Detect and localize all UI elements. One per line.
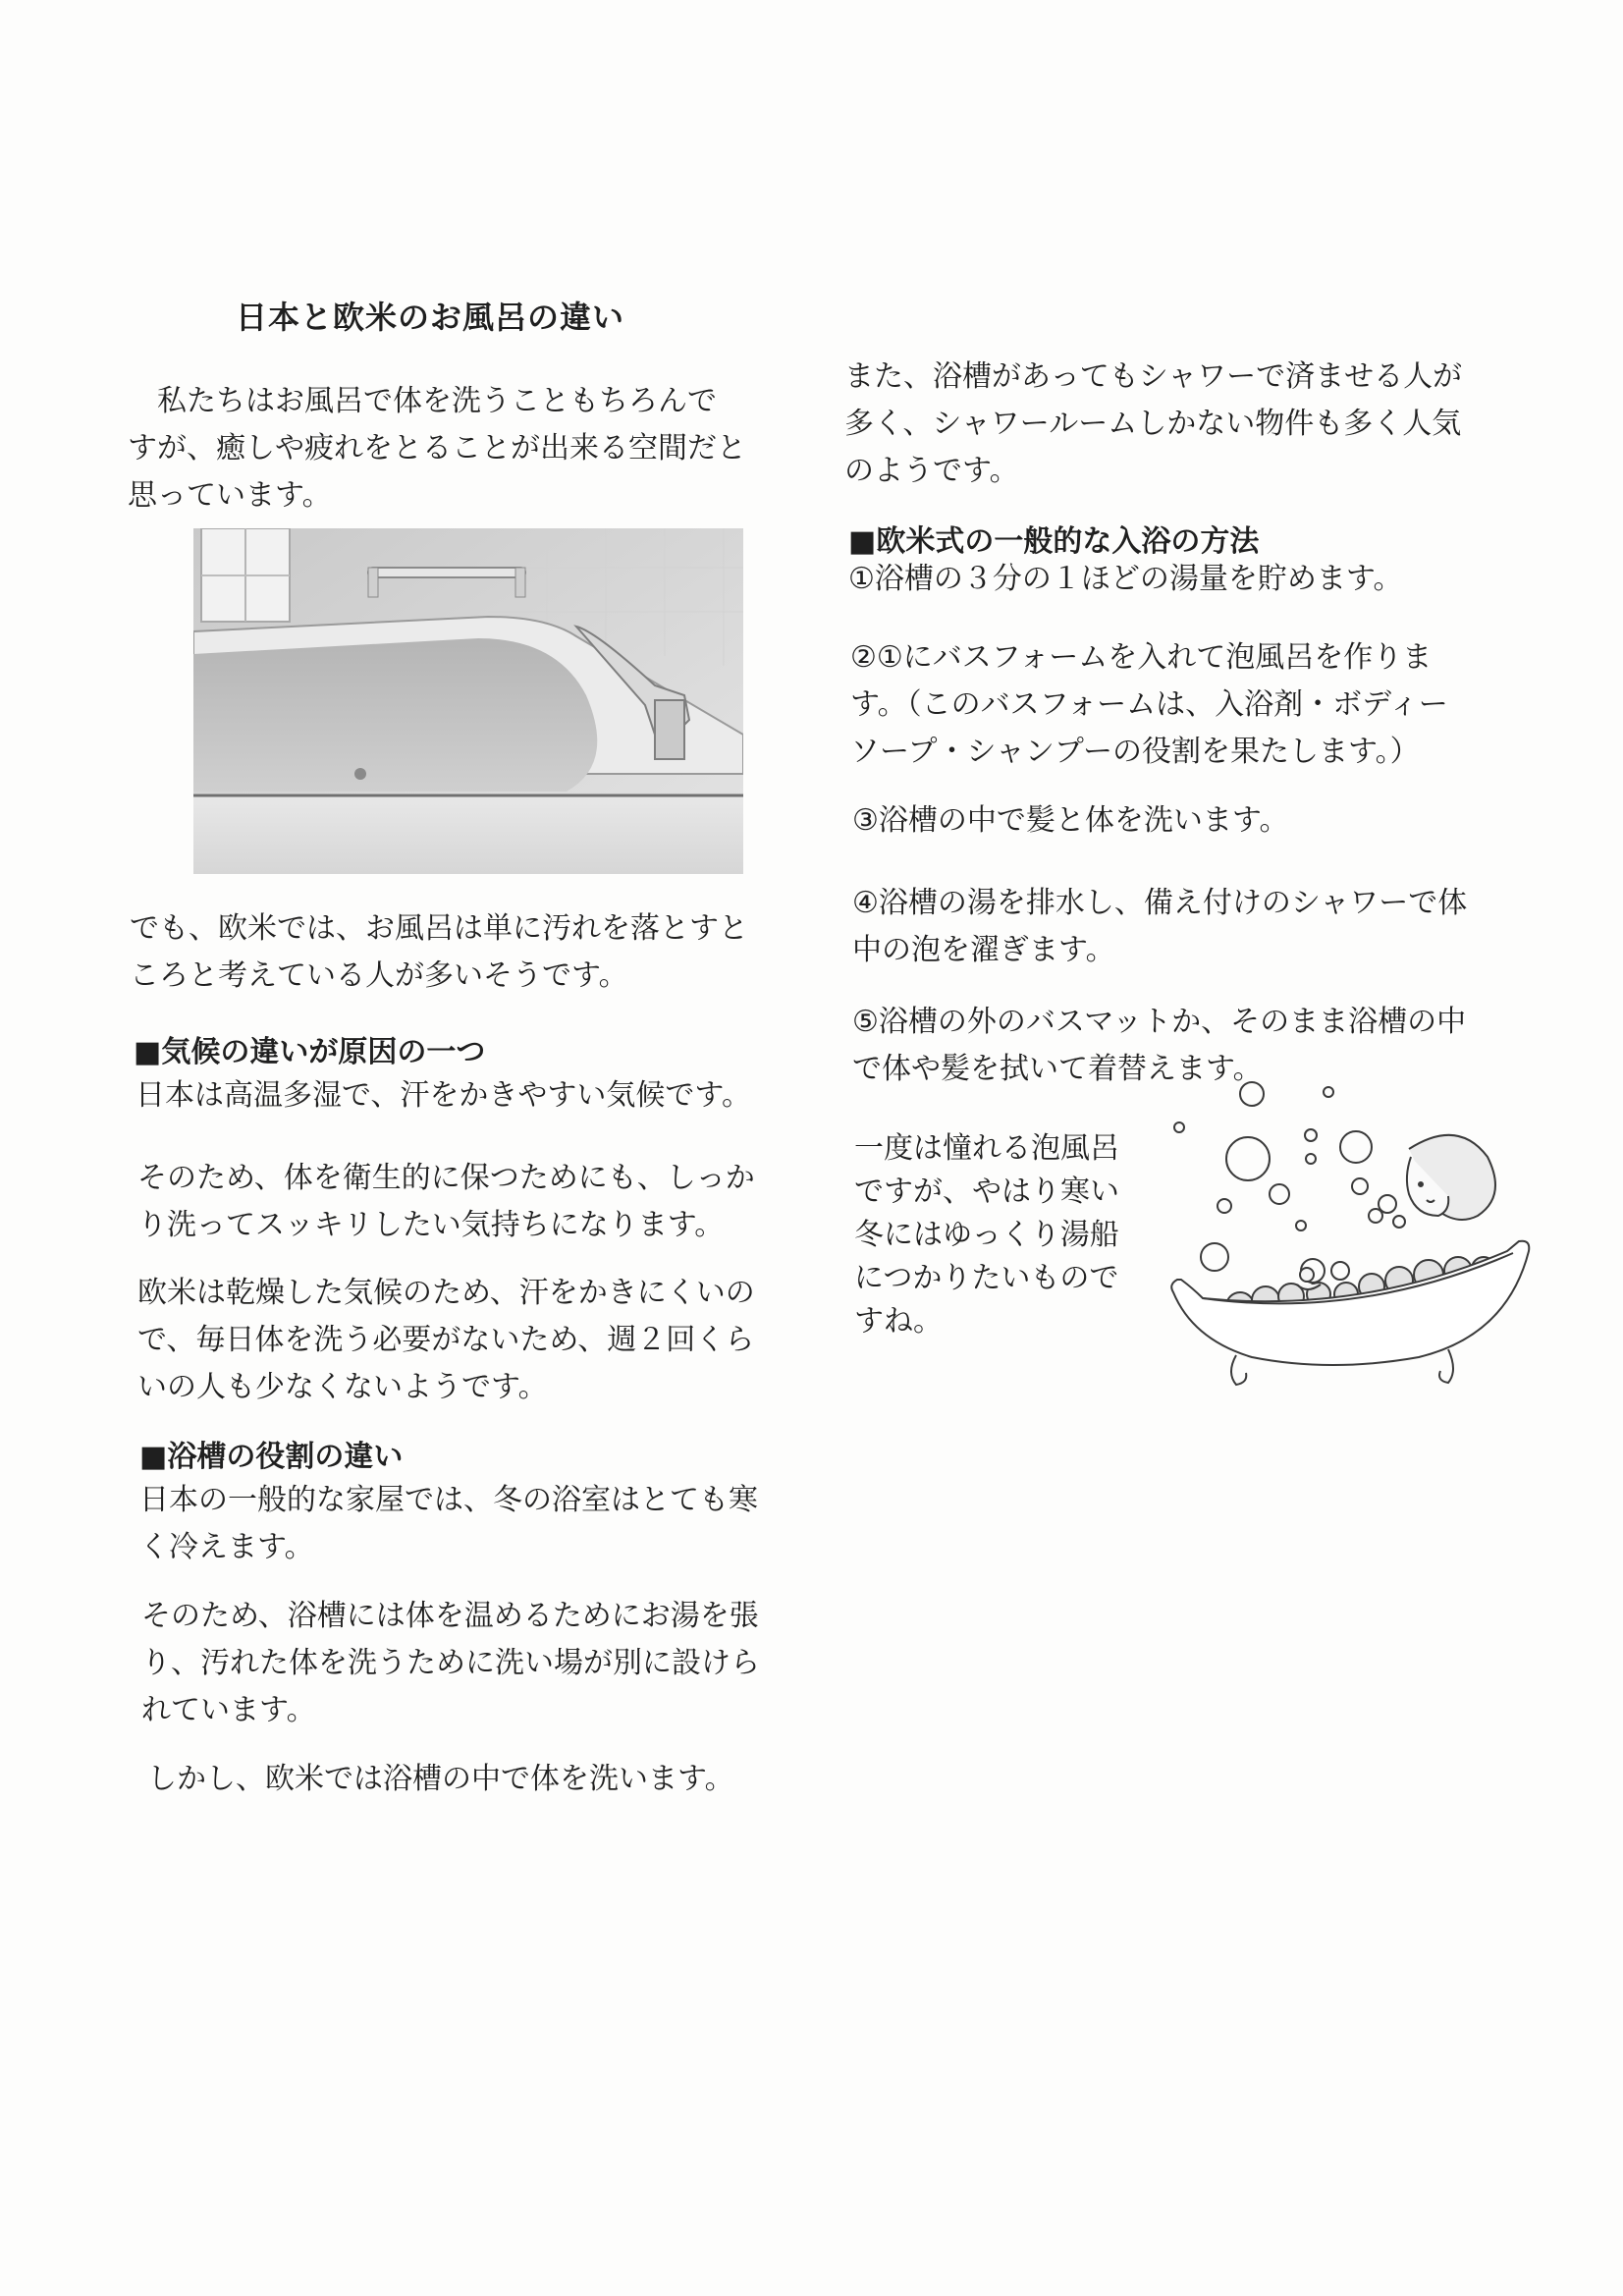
section-heading-bathtub-role: ■浴槽の役割の違い [139, 1440, 404, 1474]
step-5: ⑤浴槽の外のバスマットか、そのまま浴槽の中 で体や髪を拭いて着替えます。 [852, 1005, 1467, 1086]
step-3: ③浴槽の中で髪と体を洗います。 [852, 803, 1289, 838]
bathtub-role-paragraph-1: 日本の一般的な家屋では、冬の浴室はとても寒 く冷えます。 [139, 1483, 758, 1564]
shower-paragraph: また、浴槽があってもシャワーで済ませる人が 多く、シャワールームしかない物件も多く人気 のようです。 [844, 359, 1463, 488]
climate-paragraph-1: 日本は高温多湿で、汗をかきやすい気候です。 [135, 1078, 751, 1113]
step-2: ②①にバスフォームを入れて泡風呂を作りま す。（このバスフォームは、入浴剤・ボディー ソープ・シャンプーの役割を果たします。） [850, 640, 1448, 769]
section-heading-climate: ■気候の違いが原因の一つ [134, 1035, 486, 1069]
section-heading-western-method: ■欧米式の一般的な入浴の方法 [848, 524, 1260, 559]
step-1: ①浴槽の３分の１ほどの湯量を貯めます。 [848, 562, 1403, 596]
bubble-bath-illustration [1163, 1078, 1537, 1394]
page-title: 日本と欧米のお風呂の違い [236, 299, 625, 336]
after-photo-paragraph: でも、欧米では、お風呂は単に汚れを落とすと ころと考えている人が多いそうです。 [130, 911, 748, 993]
closing-paragraph: 一度は憧れる泡風呂 ですが、やはり寒い 冬にはゆっくり湯船 につかりたいもので すね。 [854, 1131, 1119, 1339]
bathtub-role-paragraph-2: そのため、浴槽には体を温めるためにお湯を張 り、汚れた体を洗うために洗い場が別に設けら れています。 [141, 1599, 760, 1727]
intro-paragraph: 私たちはお風呂で体を洗うこともちろんで すが、癒しや疲れをとることが出来る空間だと 思っています。 [128, 384, 746, 513]
climate-paragraph-3: 欧米は乾燥した気候のため、汗をかきにくいの で、毎日体を洗う必要がないため、週２回くら いの人も少なくないようです。 [137, 1276, 755, 1404]
step-4: ④浴槽の湯を排水し、備え付けのシャワーで体 中の泡を濯ぎます。 [852, 886, 1468, 967]
bathtub-role-paragraph-3: しかし、欧米では浴槽の中で体を洗います。 [147, 1762, 734, 1796]
climate-paragraph-2: そのため、体を衛生的に保つためにも、しっか り洗ってスッキリしたい気持ちになります。 [137, 1161, 755, 1242]
bathtub-photo [193, 528, 743, 874]
